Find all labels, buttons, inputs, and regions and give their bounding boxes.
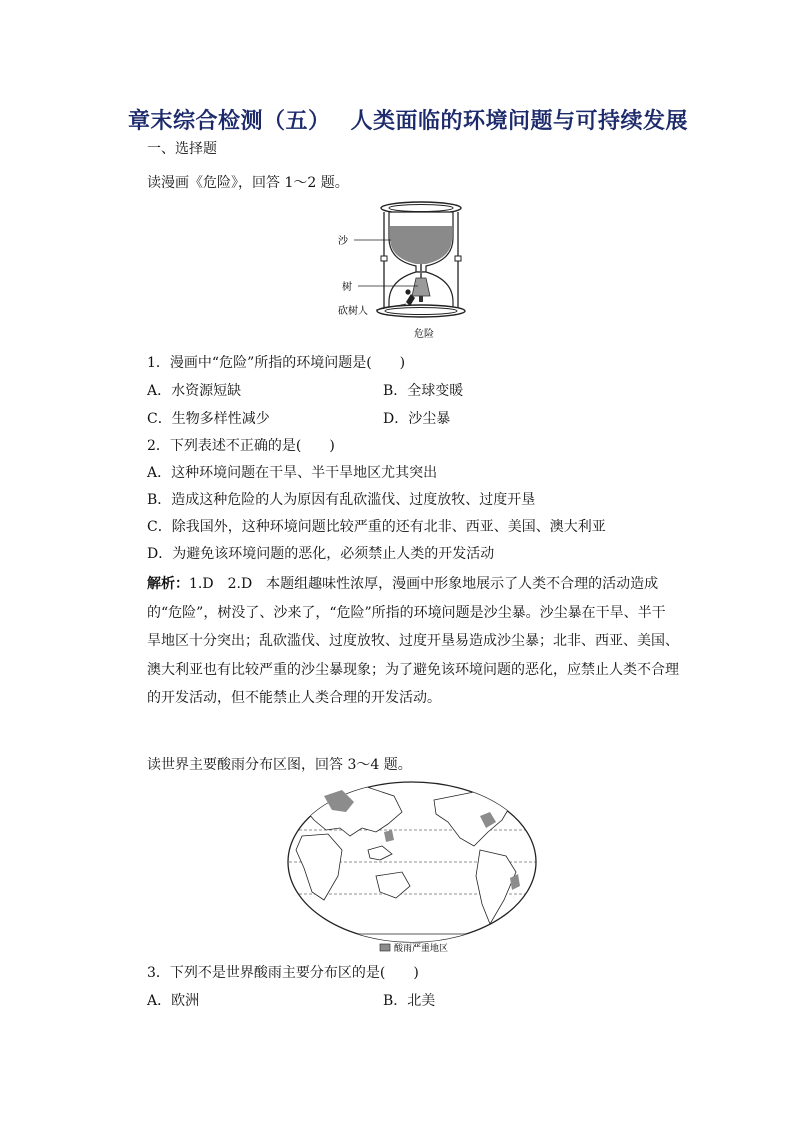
q1-option-b: B．全球变暖 bbox=[383, 383, 464, 399]
q1-option-c: C．生物多样性减少 bbox=[147, 411, 270, 427]
q3-option-a: A．欧洲 bbox=[147, 993, 200, 1009]
hourglass-cartoon-figure bbox=[336, 198, 476, 346]
acid-rain-world-map bbox=[284, 780, 540, 956]
page-title bbox=[128, 104, 688, 135]
cartoon-caption: 危险 bbox=[414, 329, 434, 340]
label-sand: 沙 bbox=[338, 236, 348, 247]
legend-label: 酸雨严重地区 bbox=[394, 944, 449, 954]
q3-stem: 3．下列不是世界酸雨主要分布区的是( ) bbox=[147, 965, 419, 981]
q1-option-d: D．沙尘暴 bbox=[383, 411, 451, 427]
legend-swatch bbox=[380, 944, 390, 951]
analysis-text: 1.D 2.D 本题组趣味性浓厚，漫画中形象地展示了人类不合理的活动造成的“危险”，树没了、沙来了，“危险”所指的环境问题是沙尘暴。沙尘暴在干旱、半干旱地区十分突出；乱砍滥伐、过度放牧、过度开垦易造成沙尘暴；北非、西亚、美国、澳大利亚也有比较严重的沙尘暴现象；为了避免该环境问题的恶化，应禁止人类不合理的开发活动，但不能禁止人类合理的开发活动。 bbox=[147, 576, 679, 706]
intro-cartoon: 读漫画《危险》，回答 1～2 题。 bbox=[147, 175, 349, 191]
label-woodcutter: 砍树人 bbox=[338, 306, 368, 317]
q2-option-a: A．这种环境问题在干旱、半干旱地区尤其突出 bbox=[147, 465, 438, 481]
q2-option-c: C．除我国外，这种环境问题比较严重的还有北非、西亚、美国、澳大利亚 bbox=[147, 519, 606, 535]
label-tree: 树 bbox=[342, 282, 352, 293]
q3-option-b: B．北美 bbox=[383, 993, 436, 1009]
title-part2: 人类面临的环境问题与可持续发展 bbox=[350, 108, 689, 134]
section-heading: 一、选择题 bbox=[147, 141, 217, 157]
q1-stem: 1．漫画中“危险”所指的环境问题是( ) bbox=[147, 355, 406, 371]
q2-option-d: D．为避免该环境问题的恶化，必须禁止人类的开发活动 bbox=[147, 546, 495, 562]
title-part1: 章末综合检测（五） bbox=[128, 108, 331, 134]
intro-map: 读世界主要酸雨分布区图，回答 3～4 题。 bbox=[147, 757, 412, 773]
q1-option-a: A．水资源短缺 bbox=[147, 383, 242, 399]
analysis-block bbox=[147, 570, 679, 713]
q2-option-b: B．造成这种危险的人为原因有乱砍滥伐、过度放牧、过度开垦 bbox=[147, 492, 536, 508]
q2-stem: 2．下列表述不正确的是( ) bbox=[147, 438, 335, 454]
analysis-label: 解析： bbox=[147, 576, 189, 592]
